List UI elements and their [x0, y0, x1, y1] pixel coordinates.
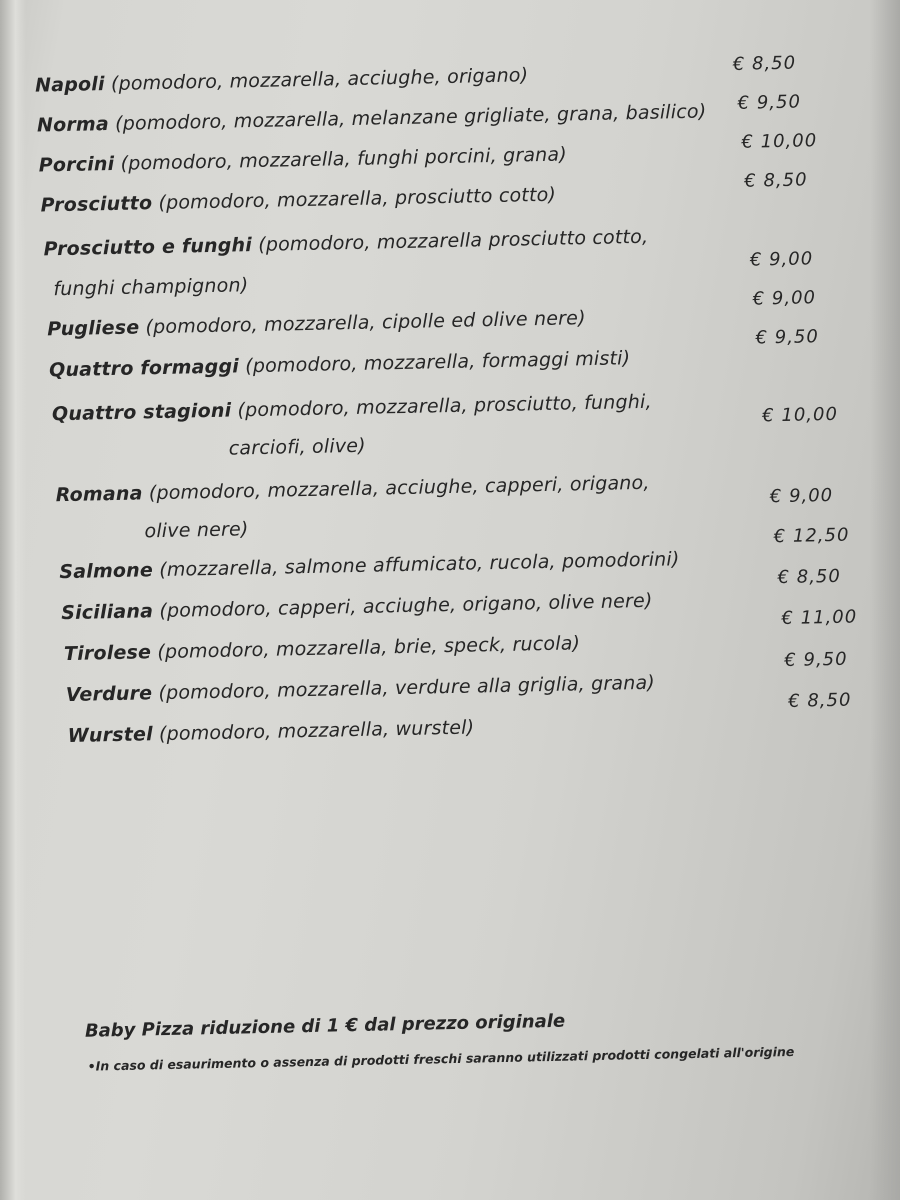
item-name: Salmone [59, 559, 154, 584]
item-description: (pomodoro, mozzarella, brie, speck, rucola) [150, 632, 581, 664]
item-price: € 8,50 [787, 689, 852, 712]
item-name: Tirolese [63, 641, 152, 666]
item-name: Pugliese [47, 316, 140, 341]
item-name: Romana [55, 482, 143, 507]
item-price: € 8,50 [732, 52, 797, 75]
menu-item-quattro-formaggi [49, 347, 631, 381]
item-name: Prosciutto e funghi [43, 234, 253, 261]
frozen-products-note: •In caso di esaurimento o assenza di prodotti freschi saranno utilizzati prodotti congelati all'origine [87, 1043, 795, 1074]
item-price: € 9,00 [769, 484, 834, 508]
item-description-cont: funghi champignon) [53, 274, 249, 301]
item-name: Norma [36, 113, 110, 137]
item-price: € 8,50 [777, 565, 842, 589]
item-price: € 8,50 [744, 169, 808, 192]
item-name: Quattro stagioni [51, 399, 232, 426]
item-description: (pomodoro, mozzarella, prosciutto, funghi, [231, 390, 652, 422]
menu-item-porcini [39, 143, 568, 176]
item-description: (pomodoro, mozzarella, verdure alla griglia, grana) [152, 671, 656, 705]
item-price: € 9,50 [755, 326, 820, 349]
item-description: (mozzarella, salmone affumicato, rucola, pomodorini) [152, 548, 680, 582]
menu-item-prosciutto-e-funghi [43, 226, 648, 261]
item-name: Verdure [65, 682, 153, 707]
item-name: Wurstel [67, 723, 154, 748]
item-name: Prosciutto [40, 192, 153, 217]
item-description: (pomodoro, mozzarella, funghi porcini, grana) [114, 143, 568, 175]
item-description: (pomodoro, mozzarella, formaggi misti) [238, 347, 631, 378]
menu-item-norma [37, 101, 707, 137]
item-name: Siciliana [60, 600, 154, 625]
item-name: Napoli [34, 73, 105, 97]
item-price: € 9,00 [749, 248, 814, 271]
baby-pizza-note: Baby Pizza riduzione di 1 € dal prezzo originale [84, 1010, 566, 1042]
item-name: Quattro formaggi [48, 355, 240, 382]
item-description: (pomodoro, mozzarella, acciughe, capperi, origano, [142, 471, 650, 505]
item-description-cont: carciofi, olive) [228, 434, 367, 460]
item-description: (pomodoro, mozzarella prosciutto cotto, [251, 225, 649, 257]
item-description: (pomodoro, mozzarella, cipolle ed olive nere) [139, 307, 586, 339]
menu-item-wurstel [68, 717, 475, 748]
menu-item-salmone [59, 548, 680, 583]
menu-item-romana [55, 472, 649, 506]
item-description: (pomodoro, capperi, acciughe, origano, olive nere) [152, 589, 653, 623]
menu-item-verdure [66, 672, 655, 706]
menu-item-prosciutto [40, 184, 556, 217]
menu-item-siciliana [61, 590, 653, 624]
item-price: € 10,00 [741, 130, 818, 153]
item-name: Porcini [38, 152, 115, 177]
menu-item-tirolese [64, 632, 581, 665]
item-price: € 10,00 [761, 403, 839, 427]
item-description: (pomodoro, mozzarella, wurstel) [152, 716, 475, 746]
item-price: € 12,50 [773, 524, 850, 548]
menu-item-quattro-stagioni [52, 391, 652, 426]
item-price: € 9,00 [752, 287, 817, 310]
menu-item-pugliese [47, 307, 586, 340]
item-description-cont: olive nere) [144, 518, 249, 543]
menu-item-napoli [35, 64, 529, 96]
item-price: € 9,50 [784, 648, 848, 672]
item-description: (pomodoro, mozzarella, prosciutto cotto) [151, 183, 557, 215]
item-price: € 11,00 [781, 606, 858, 630]
item-price: € 9,50 [737, 91, 802, 114]
item-description: (pomodoro, mozzarella, acciughe, origano) [104, 64, 529, 96]
item-description: (pomodoro, mozzarella, melanzane grigliate, grana, basilico) [108, 100, 707, 136]
